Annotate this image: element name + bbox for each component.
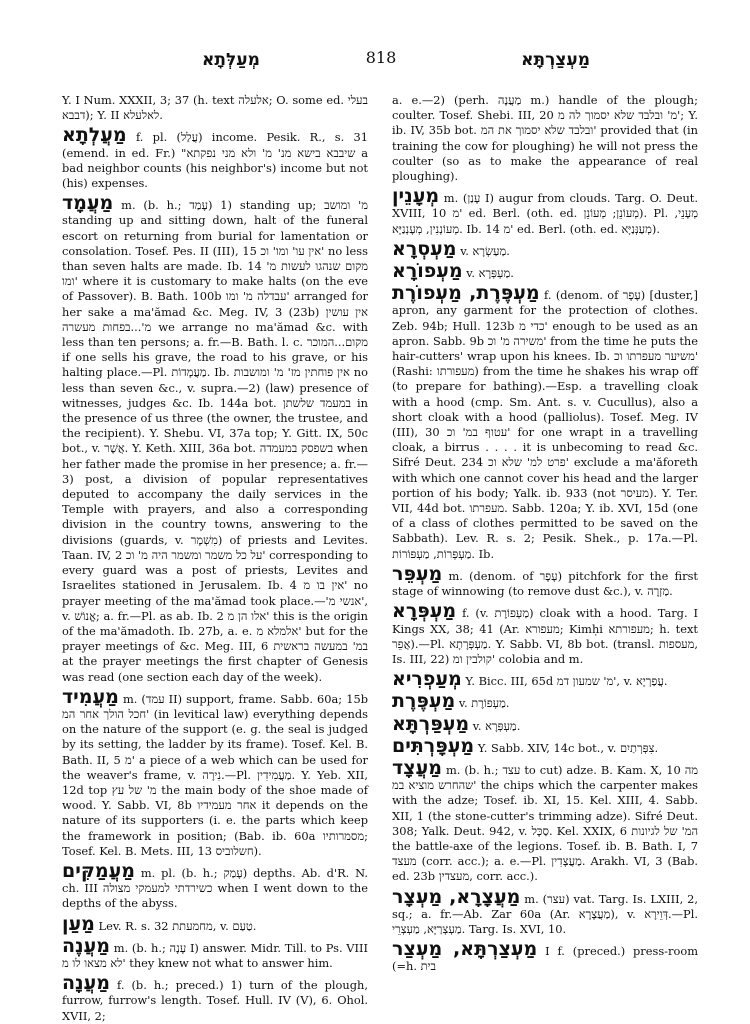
entry [392, 887, 698, 938]
entry-headword: מַעְפֶּרֶת [392, 690, 456, 713]
entry [392, 88, 698, 184]
entry-text: m. (b. h.; עצד to cut) adze. B. Kam. X, 10 מה שהחרש מוציא במ' the chips which the carpenter makes with the adze; Tosef. ib. XI, 15. Kel. XIII, 4. Sabb. XII, 1 (the stone-cutter's trimming adze). Sifré Deut. 308; Yalk. Deut. 942, v. סַכָּל. Kel. XXIX, 6 המ' של לגיונות the battle-axe of the legions. Tosef. ib. B. Bath. I, 7 מעצד (corr. acc.); a. e.—Pl. מַעֲצָדִין. Arakh. VI, 3 (Bab. ed. 23b מעצדין, corr. acc.). [392, 762, 699, 884]
entry-headword: מַעְפוֹרָא [392, 260, 463, 283]
entry [392, 939, 698, 974]
entry-headword: מַעֲצָד [392, 756, 442, 779]
entry-text: f. (denom. of עָפָר) [duster,] apron, any garment for the protection of clothes. Zeb. 94b; Hull. 123b כדי מ' enough to be used as an apron. Sabb. 9b משירה מ' וכ' from the time he puts the hair-cutters' wrap upon his knees. Ib. משיער מעפרתו וכ' (Rashi: מעפורתו) from the time he shakes his wrap off (to prepare for bathing).—Esp. a travelling cloak with a hood (cmp. Sm. Ant. s. v. Cucullus), also a short cloak with a hood (palliolus). Tosef. Meg. IV (III), 30 עטוף במ' וכ' for one wrapt in a travelling cloak, a birrus . . . . it is unbecoming to read &c. Sifré Deut. 234 פרט למ' שלא וכ' exclude a ma'ăforeth with which one cannot cover his head and the larger portion of his body; Yalk. ib. 933 (not מעיסר). Y. Ter. VII, 44d bot. מעפרתו. Sabb. 120a; Y. ib. XVI, 15d (one of a class of clothes permitted to be saved on the Sabbath). Lev. R. s. 2; Pesik. Shek., p. 17a.—Pl. מַעְפְּרוֹת, מַעְפּוֹרוֹת. Ib. [392, 288, 699, 561]
entry-text: m. (עמד II) support, frame. Sabb. 60a; 15b חכל הולך אחר המ' (in levitical law) everything depends on the nature of the support (e. g. the seal is judged by its setting, the ladder by its frame). Tosef. Kel. B. Bath. II, 5 מ' a piece of a web which can be used for the weaver's frame, v. נִירָה.—Pl. מַעֲמִידִין. Y. Yeb. XII, 12d top מ' של עץ the main body of the shoe made of wood. Y. Sabb. VI, 8b אחר מעמידיו it depends on the nature of its supporters (i. e. the parts which keep the framework in position; (Bab. ib. 60a מסמרותיו; Tosef. Kel. B. Mets. III, 13 חשלוביס). [62, 691, 368, 858]
right-running-headword: מַעְצַרְתָּא [521, 50, 590, 70]
entry [62, 193, 368, 685]
entry [62, 936, 368, 971]
entry-text: m. (b. h.; עָמַד) 1) standing up; מ' ומושב standing up and sitting down, halt of the funeral escort on returning from burial for lamentation or consolation. Tosef. Pes. II (III), 15 אין עו' ומו' וכ' no less than seven halts are made. Ib. 14 מקום שנהגו לעשות מ' ומו' where it is customary to make halts (on the eve of Passover). B. Bath. 100b עבדלה מ' ומו' arranged for her sake a ma'ămad &c. Meg. IV, 3 (23b) אין עושין מ'...בפחות מעשרה we arrange no ma'ămad &c. with less than ten persons; a. fr.—B. Bath. l. c. מקום...המוכר if one sells his grave, the road to his grave, or his halting place.—Pl. מַעֲמָדוֹת. Ib. אין פוחתין מז' מ' ומושבות no less than seven &c., v. supra.—2) (law) presence of witnesses, judges &c. Ib. 144a bot. במעמד שלשתן in the presence of us three (the owner, the trustee, and the recipient). Y. Shebu. VI, 37a top; Y. Gitt. IX, 50c bot., v. אֲשֶׁר. Y. Keth. XIII, 36a bot. בשפסק במעמדה when her father made the promise in her presence; a. fr.—3) post, a division of popular representatives deputed to accompany the daily services in the Temple with prayers, and also a corresponding division in the country towns, answering to the divisions (guards, v. מִשְׁמָר) of priests and Levites. Taan. IV, 2 על כל משמר ומשמר היה מ' וכ' corresponding to every guard was a post of priests, Levites and Israelites stationed in Jerusalem. Ib. 4 אין בו מ' no prayer meeting of the ma'ămad took place.—'אנשי מ', v. אֱנוֹשׁ; a. fr.—Pl. as ab. Ib. 2 אלו הן מ' this is the origin of the ma'ămadoth. Ib. 27b, a. e. אלמלא מ' but for the prayer meetings of &c. Meg. III, 6 במ' במעשה בראשית at the prayer meetings the first chapter of Genesis was read (one section each day of the week). [62, 198, 369, 684]
entry-text: Y. Bicc. III, 65d מ' שמעון דמ', v. עֲפַרְיָא. [465, 674, 668, 689]
entry [62, 973, 368, 1024]
entry-text: f. pl. (עֲלַל) income. Pesik. R., s. 31 (emend. in ed. Fr.) "שיבבא בישא מנ' מ' ולא מני נפקתא a bad neighbor counts (his neighbor's) income but not (his) expenses. [62, 130, 369, 191]
entry [392, 186, 698, 237]
entry [392, 564, 698, 599]
entry [62, 125, 368, 191]
entry-headword: מַעֲנֶה [62, 934, 111, 957]
entry-headword: מַעְצַרְתָּא, מַעְצַר [392, 938, 538, 961]
entry-text: Y. I Num. XXXII, 3; 37 (h. text אלעלה; O. some ed. בעלי דבבא); Y. II לאלעלא. [62, 93, 368, 123]
entry-headword: מַעֲמִיד [62, 685, 119, 708]
entry-headword: מַעְפַּרְתָּא [392, 712, 470, 735]
entry [62, 861, 368, 912]
entry [392, 736, 698, 756]
entry-text: v. מַעְפוֹרֶת. [458, 696, 510, 711]
entry-text: v. מַעַשְׂרָא. [460, 243, 510, 258]
entry [392, 601, 698, 667]
entry-headword: מַעֲמַקִּים [62, 859, 135, 882]
entry [62, 687, 368, 859]
entry-text: f. (b. h.; preced.) 1) turn of the plough, furrow, furrow's length. Tosef. Hull. IV (V), 6. Ohol. XVII, 2; [62, 978, 368, 1023]
entry-headword: מַעַן [62, 912, 95, 935]
entry-text: v. מַעְפְּרָא. [472, 718, 521, 733]
entry-text: v. מַעְפְּרָא. [466, 266, 514, 281]
entry-text: m. (עצר) vat. Targ. Is. LXIII, 2, sq.; a. fr.—Ab. Zar 60a (Ar. מַעֲצָרָא), v. דְּוֵירָא.—Pl. מַעְצְרַיָּא, מַעְצְרֵי. Targ. Is. XVI, 10. [392, 891, 698, 936]
entry [392, 283, 698, 562]
entry-headword: מַעֲצָרָא, מַעְצָר [392, 885, 521, 908]
entry [392, 669, 698, 689]
entry-text: f. (v. מַעְפוֹרֶת) cloak with a hood. Targ. I Kings XX, 38; 41 (Ar. מעפורא; Kimḥi מעפורתא; h. text אֲפֵר).—Pl. מַעְפְּרָתָא. Y. Sabb. VI, 8b bot. (transl. מעספות, Is. III, 22) קולבין ומ' colobia and m. [392, 606, 699, 666]
entry-text: Y. Sabb. XIV, 14c bot., v. צִפְּרְתַיִם. [477, 740, 659, 755]
entry-headword: מַעְפָּרְתִּים [392, 734, 475, 757]
entry-text: m. (עָנַן I) augur from clouds. Targ. O. Deut. XVIII, 10 מ' ed. Berl. (oth. ed. מְעוֹנֵן; מְעוֹנֵן). Pl. מְעָנֵי, מְעוֹנְנִין, מְעָנְנַיָּא. Ib. 14 מ' ed. Berl. (oth. ed. מְעַנְּנַיָּא). [392, 191, 699, 236]
entry-text: a. e.—2) (perh. מַעֲנֶה m.) handle of the plough; coulter. Tosef. Shebi. III, 20 מ' ובלבד שלא יסמוך לה מ'; Y. ib. IV, 35b bot. ובלבד שלא יסמוך את המ' provided that (in training the cow for ploughing) he will not press the coulter (so as to make the appearance of real ploughing). [392, 93, 698, 184]
page-header [62, 48, 700, 74]
entry-headword: מַעְפְּרָא [392, 600, 457, 623]
entry-headword: מַעְסְרָא [392, 237, 457, 260]
entry-headword: מַעֲנָה [62, 972, 111, 995]
entry [392, 239, 698, 259]
entry-headword: מַעְפֵּר [392, 562, 443, 585]
entry [392, 714, 698, 734]
left-column [62, 88, 369, 1023]
entry-headword: מְעָנֵין [392, 185, 440, 208]
entry-headword: מַעֲלְתָא [62, 124, 127, 147]
entry-text: Lev. R. s. 32 מחמעתת, v. טַעַם. [98, 918, 257, 933]
page-number: 818 [365, 48, 397, 67]
left-running-headword: מְעַלְּתָא [202, 50, 260, 70]
right-column [392, 88, 698, 988]
entry [392, 261, 698, 281]
entry [392, 691, 698, 711]
entry [62, 88, 368, 123]
entry-headword: מְעַפְרִיא [392, 668, 462, 691]
entry-text: I f. (preced.) press-room (=h. בית [392, 944, 698, 974]
entry-text: m. pl. (b. h.; עָמַק) depths. Ab. d'R. N. ch. III כשירדתי למעמקי מצולה when I went down to the depths of the abyss. [62, 865, 368, 911]
entry-text: m. (denom. of עָפָר) pitchfork for the first stage of winnowing (to remove dust &c.), v. מַזְרֶה. [392, 568, 698, 599]
entry-text: m. (b. h.; עָנָה I) answer. Midr. Till. to Ps. VIII לא מצאו לו מ' they knew not what to answer him. [62, 940, 369, 970]
entry [392, 758, 698, 885]
entry-headword: מַעְפֶּרֶת, מַעְפוֹרֶת [392, 282, 540, 305]
entry [62, 914, 368, 934]
entry-headword: מַעֲמָד [62, 192, 114, 215]
